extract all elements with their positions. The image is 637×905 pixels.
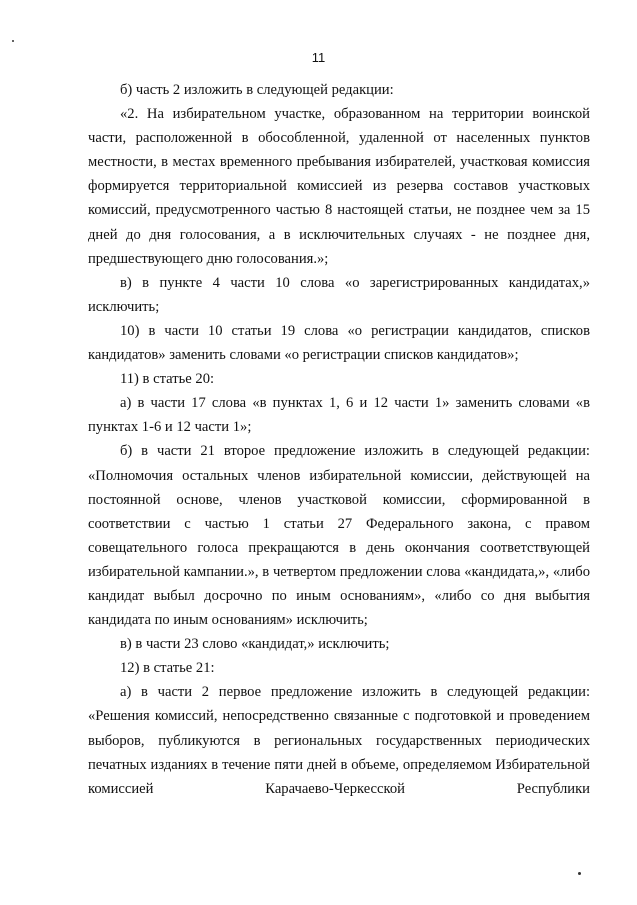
paragraph-part-2: б) часть 2 изложить в следующей редакции:	[120, 82, 394, 98]
paragraph-clause-v-23: в) в части 23 слово «кандидат,» исключить;	[120, 636, 390, 653]
paragraph-clause-b: б) в части 21 второе предложение изложить в следующей редакции: «Полномочия остальных членов избирательной комиссии, действующей на постоянной основе, членов участковой комиссии, сформированной в соответствии с частью 1 статьи 27 Федерального закона, с правом совещательного голоса прекращаются в день окончания соответствующей избирательной кампании.», в четвертом предложении слова «кандидата,», «либо кандидат выбыл досрочно по иным основаниям», «либо со дня выбытия кандидата по иным основаниям» исключить;	[88, 443, 590, 629]
paragraph-clause-a: а) в части 17 слова «в пунктах 1, 6 и 12 части 1» заменить словами «в пунктах 1-6 и 12 части 1»;	[88, 395, 590, 436]
paragraph-item-10: 10) в части 10 статьи 19 слова «о регистрации кандидатов, списков кандидатов» заменить словами «о регистрации списков кандидатов»;	[88, 322, 590, 364]
paragraph-clause-v: в) в пункте 4 части 10 слова «о зарегистрированных кандидатах,» исключить;	[88, 274, 590, 315]
scan-speck	[12, 40, 14, 42]
paragraph-quote-part-2: «2. На избирательном участке, образованном на территории воинской части, расположенной в обособленной, удаленной от населенных пунктов местности, в местах временного пребывания избирателей, участковая комиссия формируется территориальной комиссией из резерва составов участковых комиссий, предусмотренного частью 8 настоящей статьи, не позднее чем за 15 дней до дня голосования, а в исключительных случаях - не позднее дня, предшествующего дню голосования.»;	[88, 106, 590, 267]
paragraph-item-12: 12) в статье 21:	[120, 660, 215, 677]
paragraph-clause-a-21: а) в части 2 первое предложение изложить в следующей редакции: «Решения комиссий, непосредственно связанные с подготовкой и проведением выборов, публикуются в региональных государственных периодических печатных изданиях в течение пяти дней в объеме, определяемом Избирательной комиссией Карачаево-Черкесской Республики	[88, 684, 590, 797]
document-body	[88, 78, 590, 801]
paragraph-item-11: 11) в статье 20:	[120, 371, 215, 388]
page-number: 11	[311, 50, 326, 65]
scan-speck	[578, 872, 581, 875]
